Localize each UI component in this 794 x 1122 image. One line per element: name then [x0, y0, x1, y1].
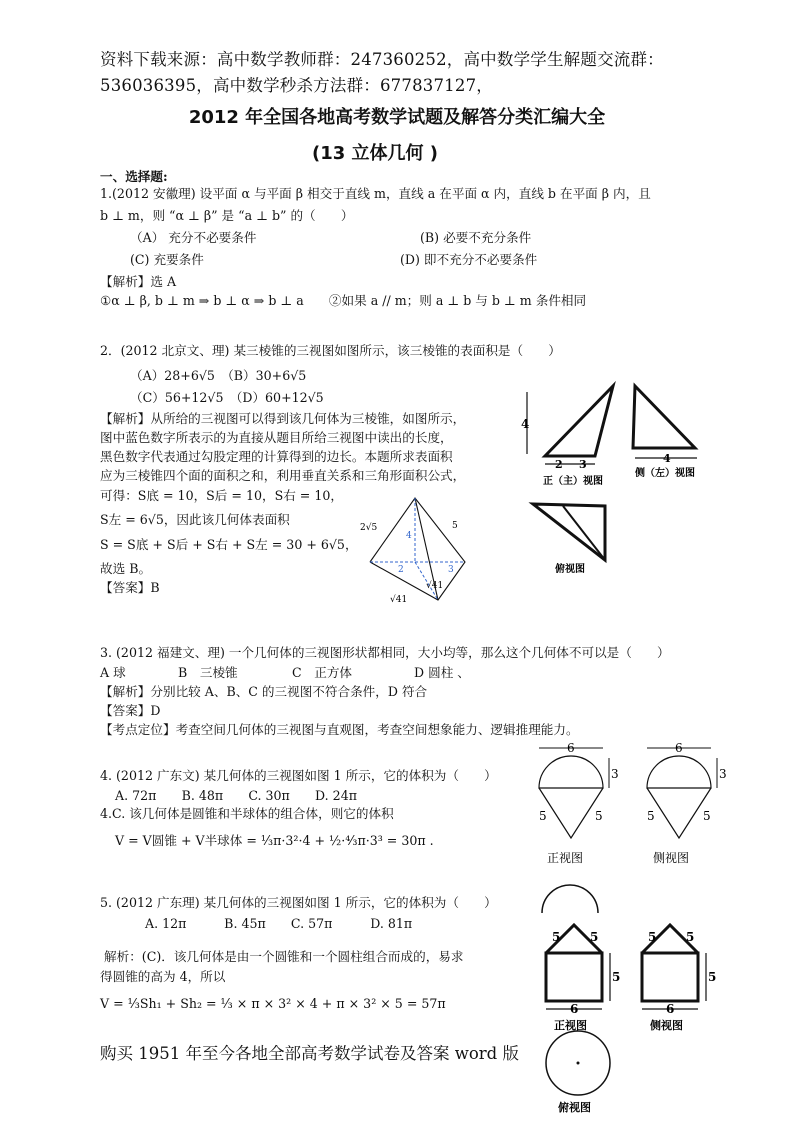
- q4-front-height: 3: [611, 767, 619, 781]
- q4-options: A. 72π B. 48π C. 30π D. 24π: [115, 788, 357, 803]
- q1-analysis: 【解析】选 A: [100, 274, 177, 289]
- q5-side-slant-right: 5: [686, 930, 695, 944]
- q5-explain-2: 得圆锥的高为 4，所以: [100, 969, 226, 984]
- q2-explain-6: S左 = 6√5，因此该几何体表面积: [100, 512, 290, 527]
- q5-top-view-caption: 俯视图: [558, 1101, 591, 1114]
- q1-option-d: (D) 即不充分不必要条件: [400, 252, 538, 267]
- document-subtitle: (13 立体几何 ): [311, 143, 439, 164]
- q4-side-height: 3: [719, 767, 727, 781]
- q2-pyramid-base-2: 2: [398, 565, 404, 575]
- q4-side-slant-right: 5: [703, 809, 711, 823]
- q1-stem-line2: b ⊥ m，则 “α ⊥ β” 是 “a ⊥ b” 的（ ）: [100, 208, 354, 223]
- q2-side-width-label: 4: [663, 452, 671, 465]
- q5-options: A. 12π B. 45π C. 57π D. 81π: [145, 916, 413, 931]
- q5-front-width: 6: [570, 1002, 579, 1016]
- q4-side-width: 6: [675, 741, 683, 755]
- q4-front-width: 6: [567, 741, 575, 755]
- q4-front-slant-left: 5: [539, 809, 547, 823]
- q2-explain-5: 可得：S底 = 10，S后 = 10，S右 = 10，: [100, 488, 343, 503]
- q3-answer: 【答案】D: [100, 703, 161, 718]
- q4-explain: 4.C. 该几何体是圆锥和半球体的组合体，则它的体积: [100, 806, 394, 821]
- q4-side-slant-left: 5: [647, 809, 655, 823]
- q2-front-width-label-2: 2: [555, 458, 563, 471]
- q5-side-width: 6: [666, 1002, 675, 1016]
- q5-volume-formula: V = ⅓Sh₁ + Sh₂ = ⅓ × π × 3² × 4 + π × 3² × 5 = 57π: [100, 996, 446, 1011]
- q3-option-c: C 正方体: [292, 665, 353, 680]
- q2-explain-2: 图中蓝色数字所表示的为直接从题目所给三视图中读出的长度，: [100, 430, 453, 445]
- q5-front-view-caption: 正视图: [554, 1019, 587, 1032]
- q2-explain-4: 应为三棱锥四个面的面积之和，利用垂直关系和三角形面积公式，: [100, 468, 466, 483]
- q2-side-view-caption: 侧（左）视图: [635, 468, 695, 479]
- q1-option-c: (C) 充要条件: [130, 252, 204, 267]
- q2-pyramid-figure: [360, 490, 485, 610]
- document-title: 2012 年全国各地高考数学试题及解答分类汇编大全: [188, 107, 606, 128]
- q4-side-view-caption: 侧视图: [653, 851, 690, 865]
- q5-front-height: 5: [612, 970, 621, 984]
- q5-side-slant-left: 5: [648, 930, 657, 944]
- q4-front-view-caption: 正视图: [547, 851, 584, 865]
- q1-reasoning: ①α ⊥ β, b ⊥ m ⇒ b ⊥ α ⇒ b ⊥ a ②如果 a // m；则 a ⊥ b 与 b ⊥ m 条件相同: [100, 293, 587, 308]
- footer-promo: 购买 1951 年至今各地全部高考数学试卷及答案 word 版: [100, 1044, 519, 1063]
- q5-side-view-caption: 侧视图: [650, 1019, 683, 1032]
- q2-side-view-triangle: [633, 386, 695, 448]
- q2-explain-1: 【解析】从所给的三视图可以得到该几何体为三棱锥，如图所示，: [100, 411, 466, 426]
- section-heading: 一、选择题:: [100, 169, 168, 184]
- q2-explain-8: 故选 B。: [100, 561, 152, 576]
- q3-option-a: A 球: [100, 665, 126, 680]
- q3-option-b: B 三棱锥: [178, 665, 238, 680]
- q4-stem: 4. (2012 广东文) 某几何体的三视图如图 1 所示，它的体积为（ ）: [100, 768, 497, 783]
- q4-volume-formula: V = V圆锥 + V半球体 = ⅓π·3²·4 + ½·⁴⁄₃π·3³ = 30π .: [115, 833, 434, 848]
- q2-front-view-caption: 正（主）视图: [543, 476, 603, 487]
- q2-options-ab: （A）28+6√5 （B）30+6√5: [130, 368, 307, 383]
- q2-pyramid-edge-2sqrt5: 2√5: [360, 523, 378, 533]
- q4-front-slant-right: 5: [595, 809, 603, 823]
- q2-explain-7: S = S底 + S后 + S右 + S左 = 30 + 6√5，: [100, 537, 358, 552]
- q2-front-height-label: 4: [521, 417, 530, 431]
- q5-front-slant-right: 5: [590, 930, 599, 944]
- q1-option-b: (B) 必要不充分条件: [420, 230, 532, 245]
- q5-three-view-figure: [530, 873, 735, 1118]
- q2-pyramid-height-4: 4: [406, 531, 412, 541]
- q2-options-cd: （C）56+12√5 （D）60+12√5: [130, 390, 324, 405]
- q2-stem: 2．(2012 北京文、理) 某三棱锥的三视图如图所示，该三棱锥的表面积是（ ）: [100, 343, 561, 358]
- q2-pyramid-base-3: 3: [448, 565, 454, 575]
- q4-three-view-figure: [525, 738, 735, 868]
- q3-stem: 3. (2012 福建文、理) 一个几何体的三视图形状都相同，大小均等，那么这个几何体不可以是（ ）: [100, 645, 670, 660]
- q5-explain-1: 解析：(C)．该几何体是由一个圆锥和一个圆柱组合而成的，易求: [104, 949, 464, 964]
- q2-pyramid-edge-sqrt41-inner: √41: [426, 581, 444, 591]
- q2-pyramid-edge-sqrt41-outer: √41: [390, 595, 408, 605]
- q2-top-view-caption: 俯视图: [555, 564, 585, 573]
- q1-option-a: （A） 充分不必要条件: [130, 230, 257, 245]
- q2-front-width-label-3: 3: [579, 458, 587, 471]
- source-line-1: 资料下载来源：高中数学教师群：247360252，高中数学学生解题交流群：: [100, 50, 664, 69]
- q3-option-d: D 圆柱 、: [414, 665, 470, 680]
- q5-side-height: 5: [708, 970, 717, 984]
- q3-knowledge-point: 【考点定位】考查空间几何体的三视图与直观图，考查空间想象能力、逻辑推理能力。: [100, 722, 579, 737]
- source-line-2: 536036395，高中数学秒杀方法群：677837127，: [100, 76, 493, 95]
- q1-stem-line1: 1.(2012 安徽理) 设平面 α 与平面 β 相交于直线 m，直线 a 在平面 α 内，直线 b 在平面 β 内，且: [100, 186, 651, 201]
- q3-analysis: 【解析】分别比较 A、B、C 的三视图不符合条件，D 符合: [100, 684, 428, 699]
- q5-stem: 5. (2012 广东理) 某几何体的三视图如图 1 所示，它的体积为（ ）: [100, 895, 497, 910]
- q5-front-slant-left: 5: [552, 930, 561, 944]
- q2-answer: 【答案】B: [100, 580, 160, 595]
- q2-front-view-triangle: [545, 386, 613, 456]
- q2-explain-3: 黑色数字代表通过勾股定理的计算得到的边长。本题所求表面积: [100, 449, 453, 464]
- q2-three-view-figure: [515, 378, 720, 573]
- q2-pyramid-edge-5: 5: [452, 521, 458, 531]
